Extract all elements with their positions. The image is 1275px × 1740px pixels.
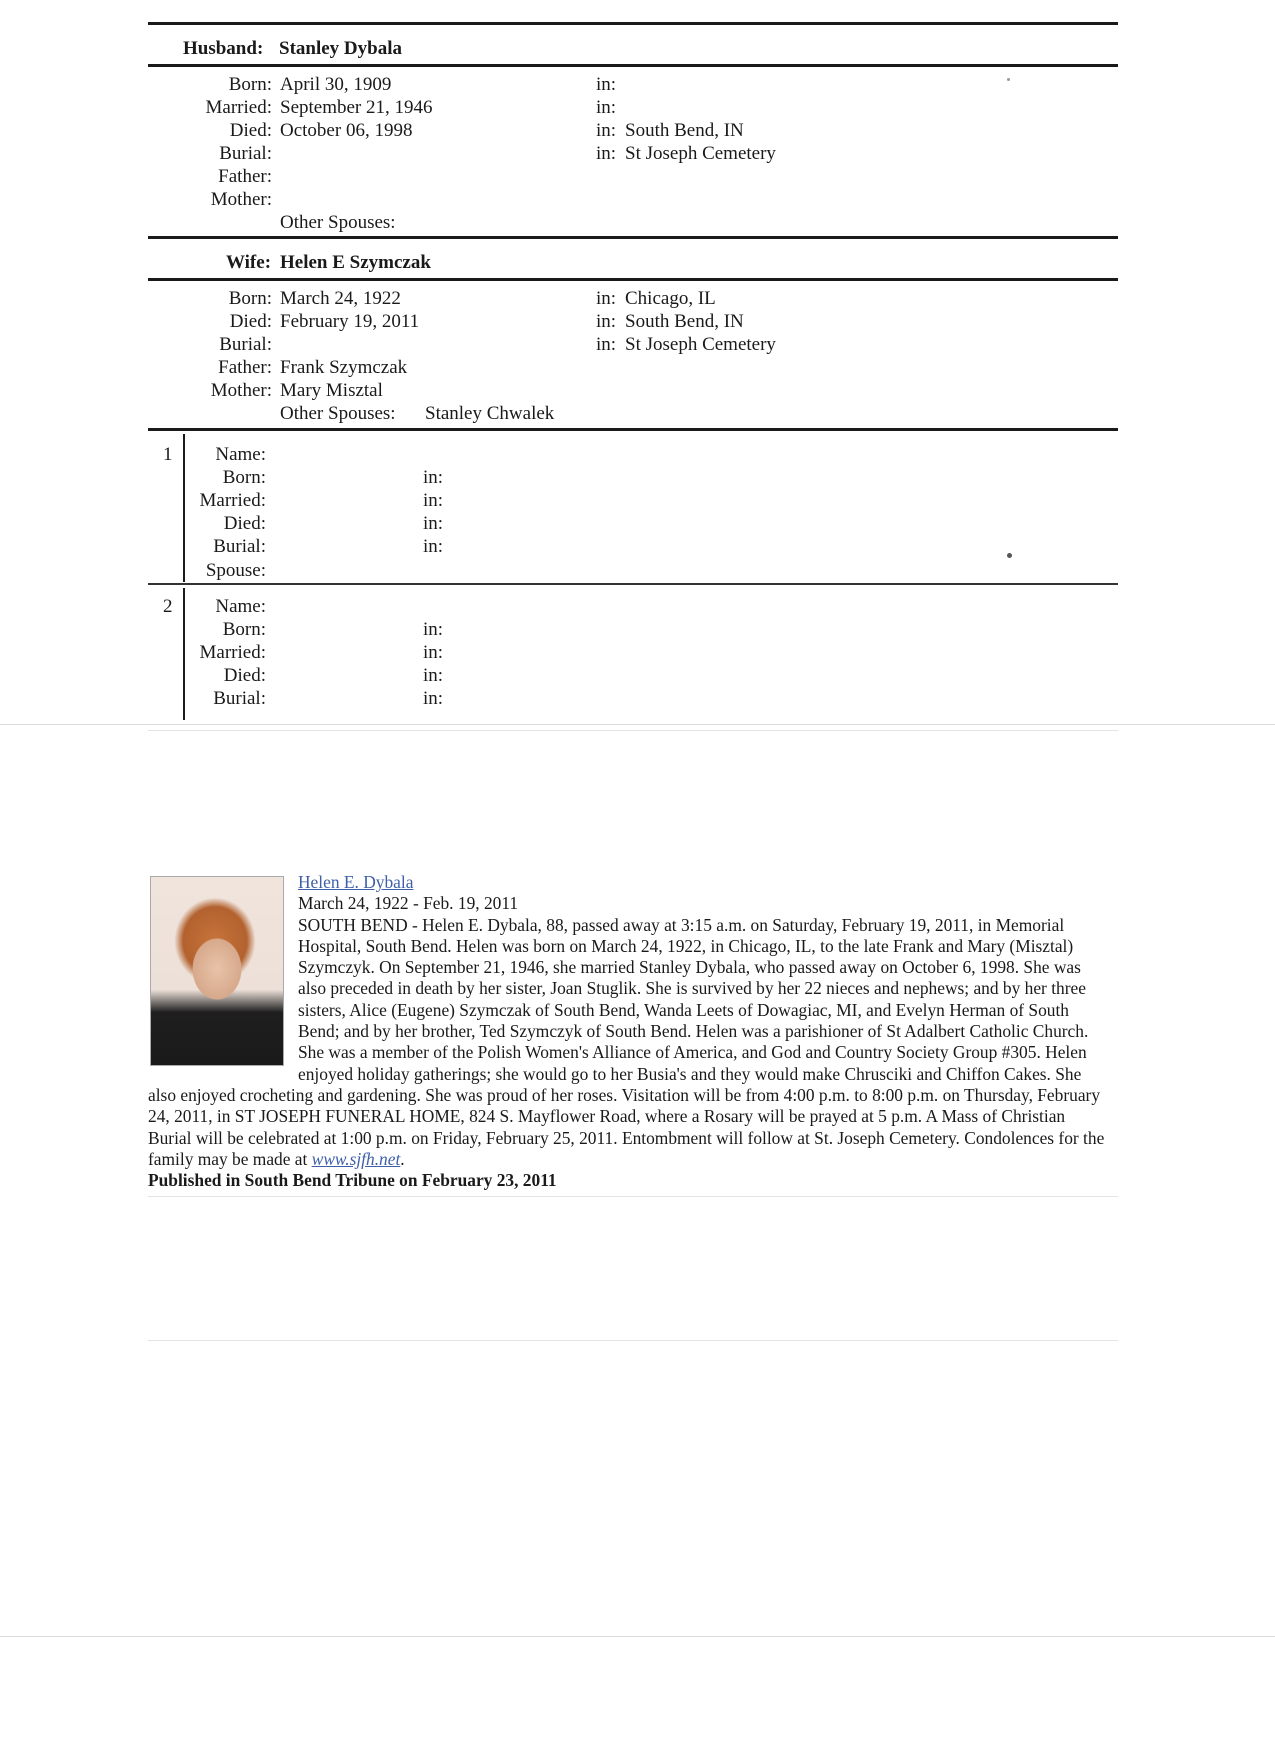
child-married-label: Married:	[199, 642, 266, 663]
child-name-label: Name:	[215, 596, 266, 617]
husband-name: Stanley Dybala	[279, 38, 402, 59]
obituary-link-suffix: .	[400, 1148, 405, 1169]
husband-father-label: Father:	[218, 166, 272, 187]
wife-born-place: Chicago, IL	[625, 288, 716, 309]
ghost-rule	[148, 730, 1118, 731]
child-burial-in: in:	[423, 536, 444, 557]
child-married-in: in:	[423, 490, 444, 511]
child-died-in: in:	[423, 665, 444, 686]
wife-father-value: Frank Szymczak	[280, 357, 408, 378]
wife-name: Helen E Szymczak	[280, 252, 431, 273]
child-born-in: in:	[423, 467, 444, 488]
husband-married-in: in:	[596, 97, 617, 118]
husband-born-label: Born:	[228, 74, 272, 95]
child-burial-label: Burial:	[213, 536, 266, 557]
child-died-label: Died:	[223, 513, 266, 534]
husband-other-spouses-label: Other Spouses:	[280, 212, 396, 233]
wife-other-spouses-label: Other Spouses:	[280, 403, 396, 424]
husband-burial-in: in:	[596, 143, 617, 164]
child-married-in: in:	[423, 642, 444, 663]
wife-father-label: Father:	[218, 357, 272, 378]
wife-born-value: March 24, 1922	[280, 288, 401, 309]
wife-born-in: in:	[596, 288, 617, 309]
husband-header-rule	[148, 64, 1118, 67]
child-number: 2	[163, 596, 173, 617]
child-burial-in: in:	[423, 688, 444, 709]
ghost-rule	[148, 1340, 1118, 1341]
obituary-published-line: Published in South Bend Tribune on February 23, 2011	[148, 1170, 557, 1191]
wife-born-label: Born:	[228, 288, 272, 309]
top-rule	[148, 22, 1118, 25]
husband-died-in: in:	[596, 120, 617, 141]
wife-died-in: in:	[596, 311, 617, 332]
husband-burial-label: Burial:	[219, 143, 272, 164]
children-top-rule	[148, 428, 1118, 431]
child-number: 1	[163, 444, 173, 465]
obituary-website-link[interactable]: www.sjfh.net	[311, 1148, 401, 1169]
wife-died-value: February 19, 2011	[280, 311, 420, 332]
husband-burial-place: St Joseph Cemetery	[625, 143, 776, 164]
ghost-rule	[148, 1196, 1118, 1197]
paper-fold-line	[0, 724, 1275, 725]
wife-header-rule	[148, 278, 1118, 281]
child-married-label: Married:	[199, 490, 266, 511]
wife-burial-in: in:	[596, 334, 617, 355]
wife-died-place: South Bend, IN	[625, 311, 744, 332]
wife-top-rule	[148, 236, 1118, 239]
wife-header-label: Wife:	[226, 252, 272, 273]
child-spouse-label: Spouse:	[205, 560, 266, 581]
child-died-label: Died:	[223, 665, 266, 686]
husband-died-place: South Bend, IN	[625, 120, 744, 141]
child-died-in: in:	[423, 513, 444, 534]
scan-speck	[1007, 78, 1010, 81]
husband-mother-label: Mother:	[210, 189, 272, 210]
wife-burial-label: Burial:	[219, 334, 272, 355]
obituary-dates: March 24, 1922 - Feb. 19, 2011	[298, 893, 519, 914]
obituary-photo	[150, 876, 284, 1066]
husband-born-in: in:	[596, 74, 617, 95]
wife-burial-place: St Joseph Cemetery	[625, 334, 776, 355]
child-born-label: Born:	[222, 619, 266, 640]
paper-fold-line-bottom	[0, 1636, 1275, 1637]
obituary-title-link[interactable]: Helen E. Dybala	[298, 872, 414, 892]
child-born-label: Born:	[222, 467, 266, 488]
husband-married-value: September 21, 1946	[280, 97, 433, 118]
husband-born-value: April 30, 1909	[280, 74, 392, 95]
child-name-label: Name:	[215, 444, 266, 465]
scan-speck	[1007, 553, 1012, 558]
child-born-in: in:	[423, 619, 444, 640]
husband-died-value: October 06, 1998	[280, 120, 413, 141]
obituary-body	[148, 915, 1108, 1171]
obituary-clipping	[148, 872, 1108, 1191]
wife-mother-label: Mother:	[210, 380, 272, 401]
wife-other-spouses-value: Stanley Chwalek	[425, 403, 555, 424]
obituary-body-text: SOUTH BEND - Helen E. Dybala, 88, passed away at 3:15 a.m. on Saturday, February 19, 2011, in Memorial Hospital, South Bend. Helen was born on March 24, 1922, in Chicago, IL, to the late Frank and Mary (Misztal) Szymczyk. On September 21, 1946, she married Stanley Dybala, who passed away on October 6, 1998. She was also preceded in death by her sister, Joan Stuglik. She is survived by her 22 nieces and nephews; and by her three sisters, Alice (Eugene) Szymczak of South Bend, Wanda Leets of Dowagiac, MI, and Evelyn Herman of South Bend; and by her brother, Ted Szymczyk of South Bend. Helen was a parishioner of St Adalbert Catholic Church. She was a member of the Polish Women's Alliance of America, and God and Country Society Group #305. Helen enjoyed holiday gatherings; she would go to her Busia's and they would make Chrusciki and Chiffon Cakes. She also enjoyed crocheting and gardening. She was proud of her roses. Visitation will be from 4:00 p.m. to 8:00 p.m. on Thursday, February 24, 2011, in ST JOSEPH FUNERAL HOME, 824 S. Mayflower Road, where a Rosary will be prayed at 5 p.m. A Mass of Christian Burial will be celebrated at 1:00 p.m. on Friday, February 25, 2011. Entombment will follow at St. Joseph Cemetery. Condolences for the family may be made at	[148, 914, 1105, 1169]
husband-header-label: Husband:	[183, 38, 264, 59]
child-separator-rule	[148, 583, 1118, 585]
wife-mother-value: Mary Misztal	[280, 380, 383, 401]
child-burial-label: Burial:	[213, 688, 266, 709]
husband-died-label: Died:	[229, 120, 272, 141]
husband-married-label: Married:	[205, 97, 272, 118]
wife-died-label: Died:	[229, 311, 272, 332]
